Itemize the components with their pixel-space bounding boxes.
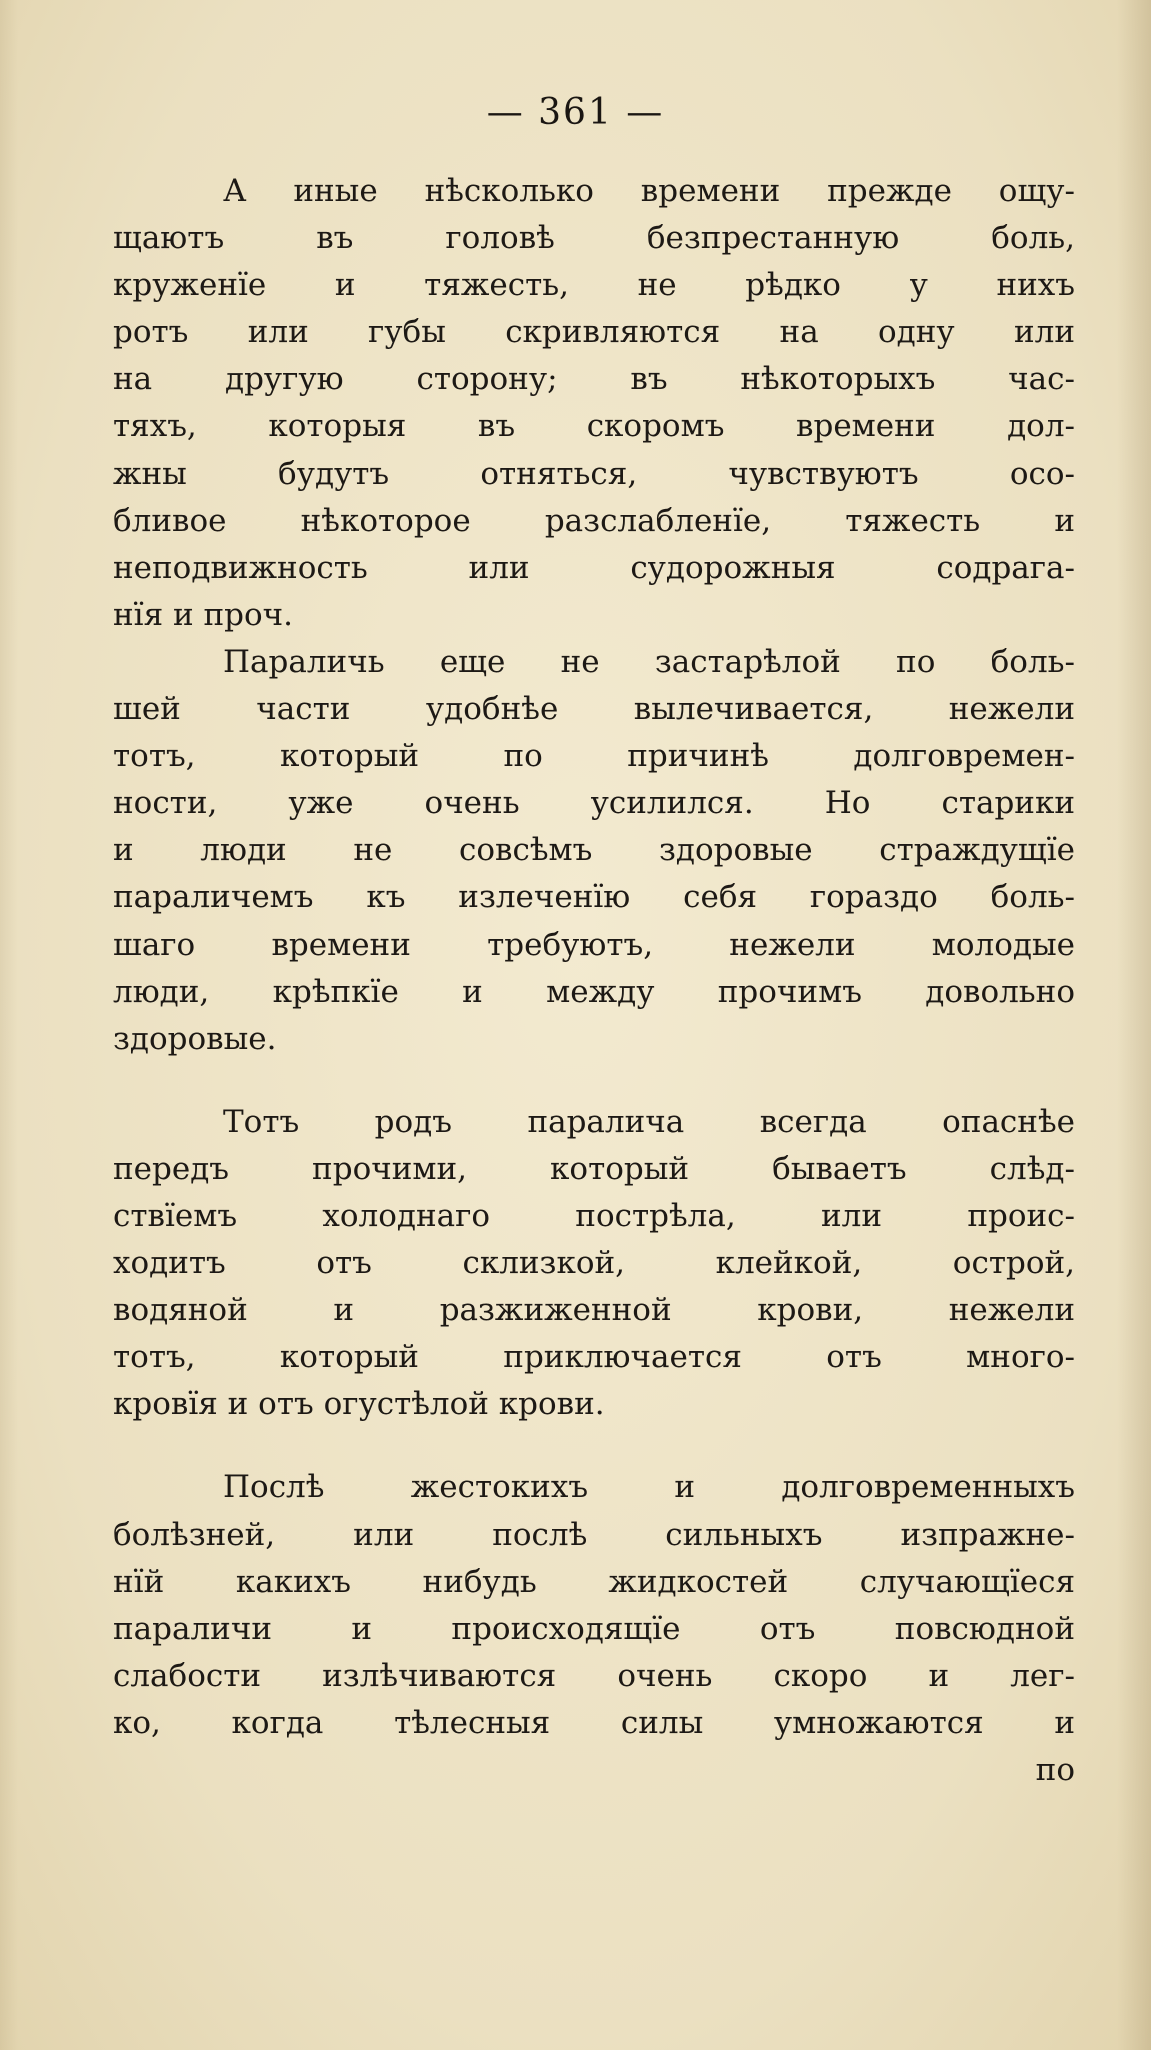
text-line: Параличь еще не застарѣлой по боль- [223,643,1075,680]
text-line: слабости излѣчиваются очень скоро и лег- [113,1657,1075,1694]
text-line: тотъ, который приключается отъ много- [113,1339,1075,1376]
text-line: нїя и проч. [113,596,294,633]
text-line: передъ прочими, который бываетъ слѣд- [113,1150,1075,1187]
body-text [113,168,1075,1794]
paragraph-gap [113,1428,1075,1464]
text-line: болѣзней, или послѣ сильныхъ изпражне- [113,1516,1075,1553]
text-line: ности, уже очень усилился. Но старики [113,785,1075,822]
text-line: жны будутъ отняться, чувствуютъ осо- [113,455,1075,492]
text-line: ходитъ отъ склизкой, клейкой, острой, [113,1245,1075,1282]
paragraph [113,1464,1075,1747]
text-line: ко, когда тѣлесныя силы умножаются и [113,1704,1075,1741]
text-line: Послѣ жестокихъ и долговременныхъ [223,1469,1075,1506]
paragraph [113,639,1075,1063]
text-line: Тотъ родъ паралича всегда опаснѣе [223,1103,1075,1140]
text-line: шаго времени требуютъ, нежели молодые [113,926,1075,963]
paragraph-gap [113,1063,1075,1099]
page-number: — 361 — [486,92,665,133]
text-line: здоровые. [113,1020,277,1057]
text-line: щаютъ въ головѣ безпрестанную боль, [113,220,1075,257]
text-line: ротъ или губы скривляются на одну или [113,314,1075,351]
page-edge-shadow [1117,0,1151,2050]
catchword: по [1035,1752,1075,1788]
text-line: на другую сторону; въ нѣкоторыхъ час- [113,361,1075,398]
text-line: параличи и происходящїе отъ повсюдной [113,1610,1075,1647]
text-line: ствїемъ холоднаго пострѣла, или проис- [113,1197,1075,1234]
text-line: шей части удобнѣе вылечивается, нежели [113,691,1075,728]
text-line: неподвижность или судорожныя содрага- [113,549,1075,586]
text-line: нїй какихъ нибудь жидкостей случающїеся [113,1563,1075,1600]
text-line: кровїя и отъ огустѣлой крови. [113,1386,605,1423]
page-gutter-shadow [0,0,18,2050]
text-line: бливое нѣкоторое разслабленїе, тяжесть и [113,502,1075,539]
text-line: тяхъ, которыя въ скоромъ времени дол- [113,408,1075,445]
text-line: круженїе и тяжесть, не рѣдко у нихъ [113,267,1075,304]
text-line: А иные нѣсколько времени прежде ощу- [223,173,1075,209]
text-line: люди, крѣпкїе и между прочимъ довольно [113,973,1075,1010]
paragraph [113,1099,1075,1429]
text-line: и люди не совсѣмъ здоровые страждущїе [113,832,1075,869]
paragraph [113,168,1075,639]
text-line: водяной и разжиженной крови, нежели [113,1292,1075,1329]
text-line: параличемъ къ излеченїю себя гораздо боль- [113,879,1075,916]
text-line: тотъ, который по причинѣ долговремен- [113,738,1075,775]
